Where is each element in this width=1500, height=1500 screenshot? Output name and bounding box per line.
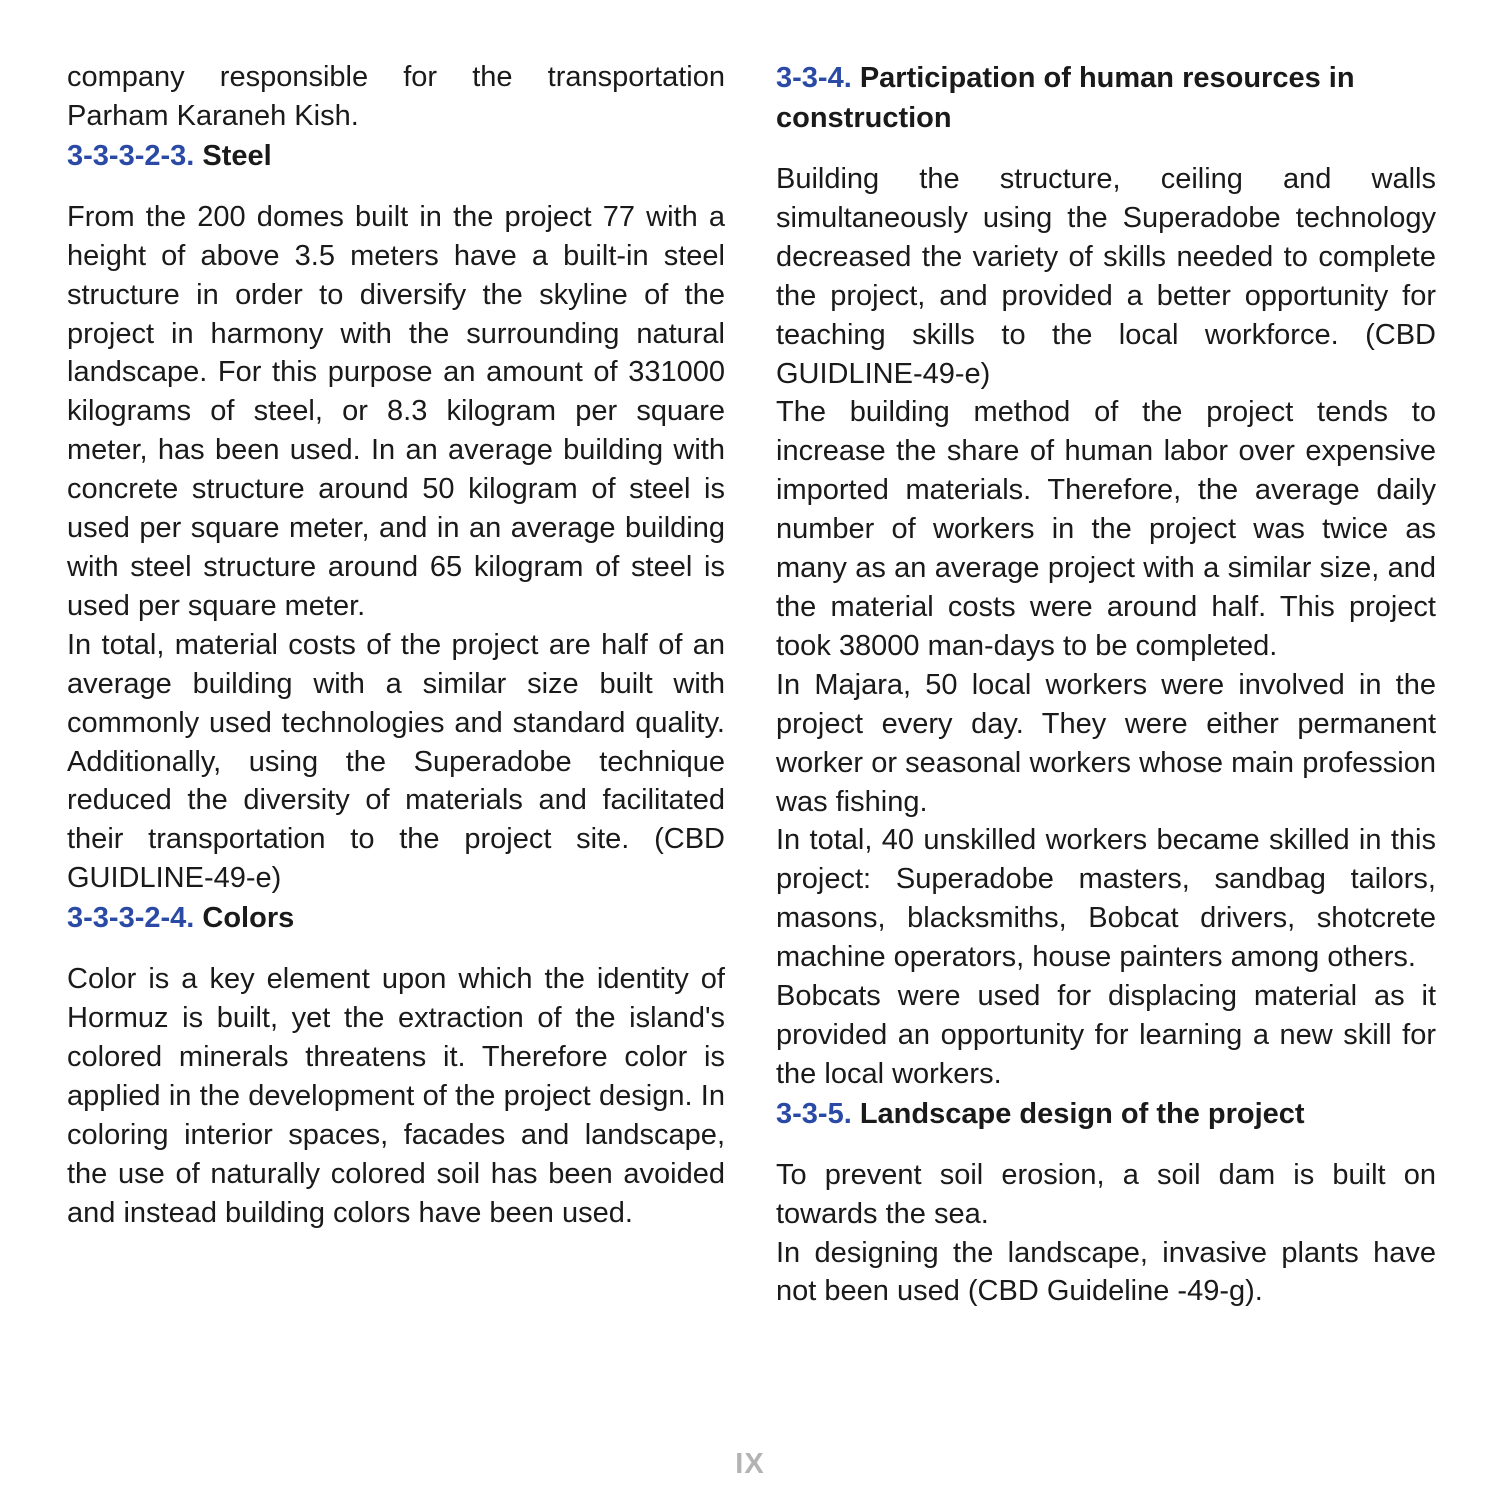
participation-paragraph-1: Building the structure, ceiling and walls simultaneously using the Superadobe technology decreased the variety of skills needed to complete the project, and provided a better opportunity for teaching skills to the local workforce. (CBD GUIDLINE-49-e)	[776, 163, 1436, 390]
steel-paragraph-2: In total, material costs of the project are half of an average building with a similar size built with commonly used technologies and standard quality. Additionally, using the Superadobe technique reduced the diversity of materials and facilitated their transportation to the project site. (CBD GUIDLINE-49-e)	[67, 628, 725, 895]
left-column	[67, 58, 725, 1232]
landscape-section-number: 3-3-5.	[776, 1097, 852, 1130]
steel-paragraph-1: From the 200 domes built in the project 77 with a height of above 3.5 meters have a built-in steel structure in order to diversify the skyline of the project in harmony with the surrounding natural landscape. For this purpose an amount of 331000 kilograms of steel, or 8.3 kilogram per square meter, has been used. In an average building with concrete structure around 50 kilogram of steel is used per square meter, and in an average building with steel structure around 65 kilogram of steel is used per square meter.	[67, 200, 725, 622]
steel-heading	[67, 136, 725, 176]
participation-paragraph-3: In Majara, 50 local workers were involved in the project every day. They were either permanent worker or seasonal workers whose main profession was fishing.	[776, 668, 1436, 818]
participation-section-title: Participation of human resources in construction	[776, 62, 1355, 134]
colors-heading	[67, 898, 725, 938]
participation-paragraph-2: The building method of the project tends to increase the share of human labor over expensive imported materials. Therefore, the average daily number of workers in the project was twice as many as an average project with a similar size, and the material costs were around half. This project took 38000 man-days to be completed.	[776, 396, 1436, 662]
landscape-section-title: Landscape design of the project	[859, 1097, 1305, 1130]
intro-paragraph: company responsible for the transportation Parham Karaneh Kish.	[67, 61, 725, 132]
landscape-paragraph-1: To prevent soil erosion, a soil dam is built on towards the sea.	[776, 1158, 1436, 1230]
page-number: IX	[735, 1448, 765, 1480]
colors-section-title: Colors	[202, 902, 295, 935]
right-column	[776, 58, 1436, 1311]
landscape-heading	[776, 1094, 1436, 1134]
colors-paragraph-1: Color is a key element upon which the identity of Hormuz is built, yet the extraction of the island's colored minerals threatens it. Therefore color is applied in the development of the project design. In coloring interior spaces, facades and landscape, the use of naturally colored soil has been avoided and instead building colors have been used.	[67, 963, 725, 1229]
participation-section-number: 3-3-4.	[776, 62, 852, 94]
landscape-paragraph-2: In designing the landscape, invasive plants have not been used (CBD Guideline -49-g).	[776, 1236, 1436, 1308]
participation-heading	[776, 58, 1436, 138]
steel-section-number: 3-3-3-2-3.	[67, 139, 195, 172]
colors-section-number: 3-3-3-2-4.	[67, 902, 195, 935]
steel-section-title: Steel	[202, 139, 272, 172]
participation-paragraph-5: Bobcats were used for displacing material as it provided an opportunity for learning a new skill for the local workers.	[776, 980, 1436, 1090]
participation-paragraph-4: In total, 40 unskilled workers became skilled in this project: Superadobe masters, sandbag tailors, masons, blacksmiths, Bobcat drivers, shotcrete machine operators, house painters among others.	[776, 824, 1436, 974]
